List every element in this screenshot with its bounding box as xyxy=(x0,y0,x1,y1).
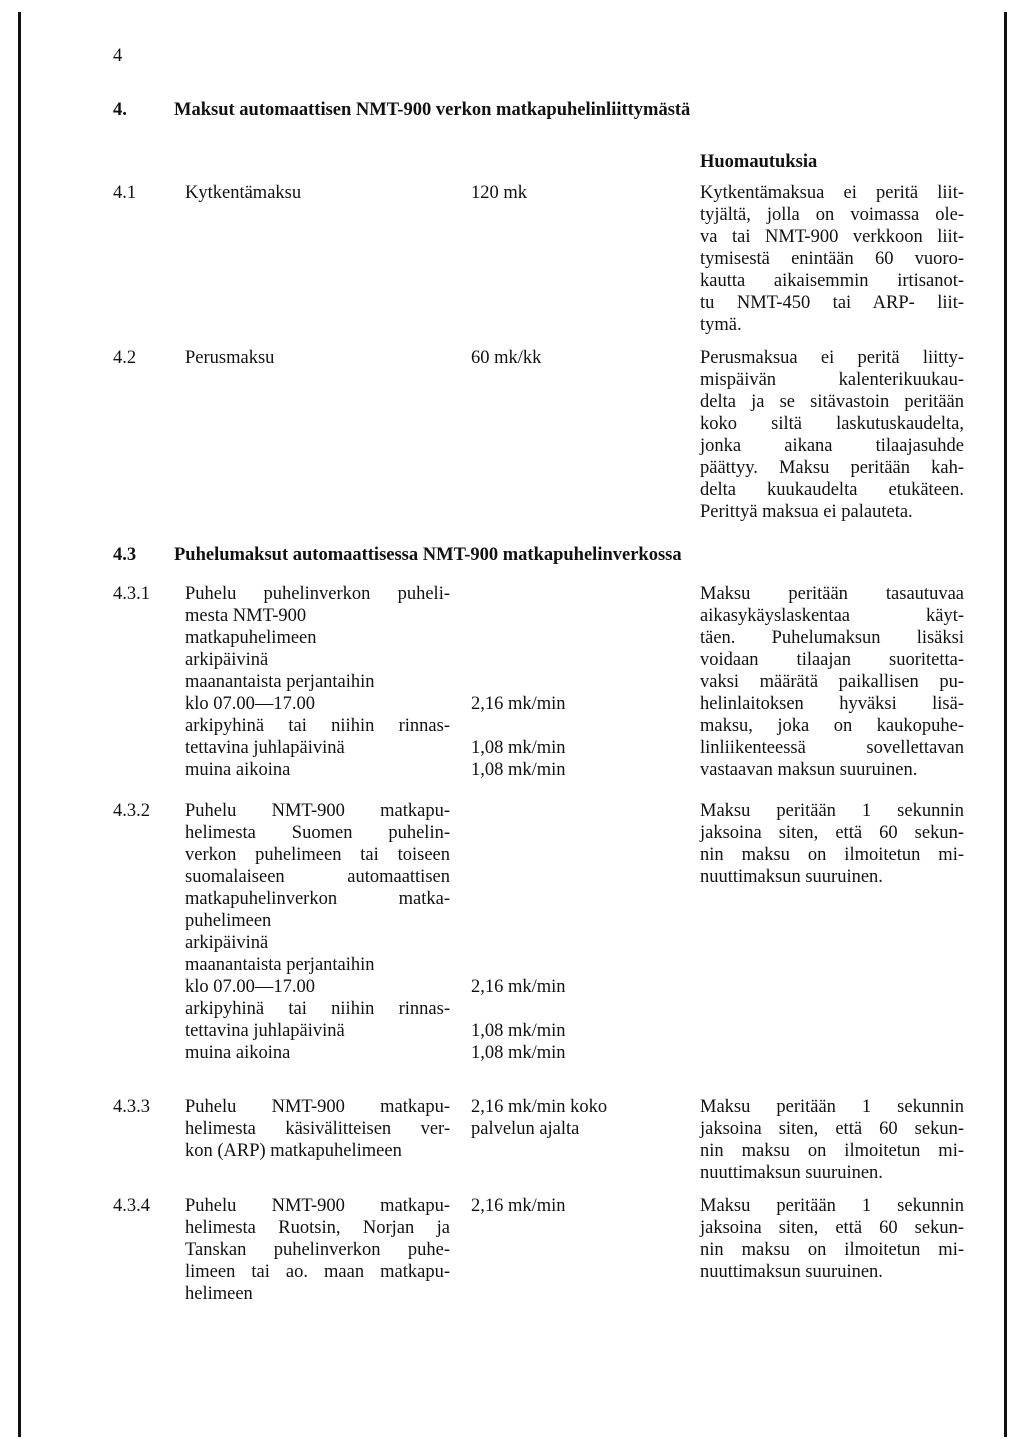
desc-line: klo 07.00—17.00 xyxy=(185,977,316,997)
price-other: 1,08 mk/min xyxy=(471,760,566,780)
remark-line: kautta aikaisemmin irtisanot- xyxy=(700,271,964,291)
remark-line: mispäivän kalenterikuukau- xyxy=(700,370,964,390)
desc-line: Puhelu NMT-900 matkapu- xyxy=(185,801,450,821)
left-border-line xyxy=(18,12,21,1437)
item-description-4-3-2 xyxy=(185,800,450,1064)
remark-4-2 xyxy=(700,347,964,523)
desc-line: muina aikoina xyxy=(185,760,291,780)
page-heading: Maksut automaattisen NMT-900 verkon matkapuhelinliittymästä xyxy=(174,100,691,120)
desc-line: maanantaista perjantaihin xyxy=(185,955,375,975)
item-label-4-2: Perusmaksu xyxy=(185,348,275,368)
remark-line: päättyy. Maksu peritään kah- xyxy=(700,458,964,478)
item-description-4-3-3 xyxy=(185,1096,450,1162)
item-price-4-3-3 xyxy=(471,1096,607,1140)
remark-line: delta ja se sitävastoin peritään xyxy=(700,392,964,412)
desc-line: limeen tai ao. maan matkapu- xyxy=(185,1262,450,1282)
desc-line: Puhelu NMT-900 matkapu- xyxy=(185,1196,450,1216)
section-number: 4. xyxy=(113,100,127,120)
remark-line: vastaavan maksun suuruinen. xyxy=(700,760,918,780)
price-holiday: 1,08 mk/min xyxy=(471,1021,566,1041)
desc-line: suomalaiseen automaattisen xyxy=(185,867,450,887)
remark-line: täen. Puhelumaksun lisäksi xyxy=(700,628,964,648)
price-line: 2,16 mk/min koko xyxy=(471,1097,608,1117)
desc-line: tettavina juhlapäivinä xyxy=(185,738,345,758)
remark-line: tyjältä, jolla on voimassa ole- xyxy=(700,205,964,225)
subsection-number-4-3: 4.3 xyxy=(113,545,137,565)
right-border-line xyxy=(1004,12,1007,1437)
item-number-4-3-3: 4.3.3 xyxy=(113,1097,150,1117)
remark-line: maksu, joka on kaukopuhe- xyxy=(700,716,964,736)
desc-line: Puhelu puhelinverkon puheli- xyxy=(185,584,450,604)
desc-line: arkipäivinä xyxy=(185,650,269,670)
remark-4-3-4 xyxy=(700,1195,964,1283)
desc-line: puhelimeen xyxy=(185,911,272,931)
remark-line: aikasykäyslaskentaa käyt- xyxy=(700,606,964,626)
remark-line: Perusmaksua ei peritä liitty- xyxy=(700,348,964,368)
desc-line: matkapuhelinverkon matka- xyxy=(185,889,450,909)
desc-line: matkapuhelimeen xyxy=(185,628,317,648)
desc-line: klo 07.00—17.00 xyxy=(185,694,316,714)
remark-line: va tai NMT-900 verkkoon liit- xyxy=(700,227,964,247)
desc-line: mesta NMT-900 xyxy=(185,606,307,626)
remark-4-3-3 xyxy=(700,1096,964,1184)
remark-line: Kytkentämaksua ei peritä liit- xyxy=(700,183,964,203)
remark-4-3-2 xyxy=(700,800,964,888)
remark-line: voidaan tilaajan suoritetta- xyxy=(700,650,964,670)
remark-line: tu NMT-450 tai ARP- liit- xyxy=(700,293,964,313)
remark-line: nin maksu on ilmoitetun mi- xyxy=(700,1141,964,1161)
item-number-4-3-2: 4.3.2 xyxy=(113,801,150,821)
remark-line: Maksu peritään 1 sekunnin xyxy=(700,1196,964,1216)
desc-line: kon (ARP) matkapuhelimeen xyxy=(185,1141,402,1161)
item-number-4-2: 4.2 xyxy=(113,348,137,368)
item-label-4-1: Kytkentämaksu xyxy=(185,183,302,203)
desc-line: helimesta käsivälitteisen ver- xyxy=(185,1119,450,1139)
price-weekday: 2,16 mk/min xyxy=(471,694,566,714)
remark-line: nuuttimaksun suuruinen. xyxy=(700,867,883,887)
page-number: 4 xyxy=(113,46,123,66)
price-holiday: 1,08 mk/min xyxy=(471,738,566,758)
remark-line: koko siltä laskutuskaudelta, xyxy=(700,414,964,434)
item-number-4-1: 4.1 xyxy=(113,183,137,203)
desc-line: muina aikoina xyxy=(185,1043,291,1063)
desc-line: arkipyhinä tai niihin rinnas- xyxy=(185,999,450,1019)
remark-line: vaksi määrätä paikallisen pu- xyxy=(700,672,964,692)
subsection-title-4-3: Puhelumaksut automaattisessa NMT-900 matkapuhelinverkossa xyxy=(174,545,682,565)
remark-line: Maksu peritään tasautuvaa xyxy=(700,584,964,604)
remark-line: tymä. xyxy=(700,315,742,335)
price-other: 1,08 mk/min xyxy=(471,1043,566,1063)
item-description-4-3-1 xyxy=(185,583,450,781)
desc-line: tettavina juhlapäivinä xyxy=(185,1021,345,1041)
desc-line: arkipäivinä xyxy=(185,933,269,953)
desc-line: arkipyhinä tai niihin rinnas- xyxy=(185,716,450,736)
remark-line: delta kuukaudelta etukäteen. xyxy=(700,480,964,500)
desc-line: Tanskan puhelinverkon puhe- xyxy=(185,1240,450,1260)
remark-4-3-1 xyxy=(700,583,964,781)
item-number-4-3-1: 4.3.1 xyxy=(113,584,150,604)
remark-line: Perittyä maksua ei palauteta. xyxy=(700,502,913,522)
remark-line: helinlaitoksen hyväksi lisä- xyxy=(700,694,964,714)
desc-line: verkon puhelimeen tai toiseen xyxy=(185,845,450,865)
remark-line: tymisestä enintään 60 vuoro- xyxy=(700,249,964,269)
item-number-4-3-4: 4.3.4 xyxy=(113,1196,150,1216)
remark-line: jaksoina siten, että 60 sekun- xyxy=(700,823,964,843)
remark-line: jaksoina siten, että 60 sekun- xyxy=(700,1218,964,1238)
desc-line: helimesta Ruotsin, Norjan ja xyxy=(185,1218,450,1238)
desc-line: helimeen xyxy=(185,1284,253,1304)
remark-line: Maksu peritään 1 sekunnin xyxy=(700,1097,964,1117)
remark-line: jonka aikana tilaajasuhde xyxy=(700,436,964,456)
item-price-4-1: 120 mk xyxy=(471,183,528,203)
remark-line: nuuttimaksun suuruinen. xyxy=(700,1163,883,1183)
price-line: palvelun ajalta xyxy=(471,1119,580,1139)
desc-line: Puhelu NMT-900 matkapu- xyxy=(185,1097,450,1117)
remarks-header: Huomautuksia xyxy=(700,152,818,172)
remark-4-1 xyxy=(700,182,964,336)
desc-line: helimesta Suomen puhelin- xyxy=(185,823,450,843)
remark-line: nin maksu on ilmoitetun mi- xyxy=(700,845,964,865)
remark-line: nin maksu on ilmoitetun mi- xyxy=(700,1240,964,1260)
desc-line: maanantaista perjantaihin xyxy=(185,672,375,692)
remark-line: linliikenteessä sovellettavan xyxy=(700,738,964,758)
item-price-4-2: 60 mk/kk xyxy=(471,348,542,368)
price-weekday: 2,16 mk/min xyxy=(471,977,566,997)
remark-line: nuuttimaksun suuruinen. xyxy=(700,1262,883,1282)
item-price-4-3-4: 2,16 mk/min xyxy=(471,1196,566,1216)
item-description-4-3-4 xyxy=(185,1195,450,1305)
remark-line: jaksoina siten, että 60 sekun- xyxy=(700,1119,964,1139)
remark-line: Maksu peritään 1 sekunnin xyxy=(700,801,964,821)
